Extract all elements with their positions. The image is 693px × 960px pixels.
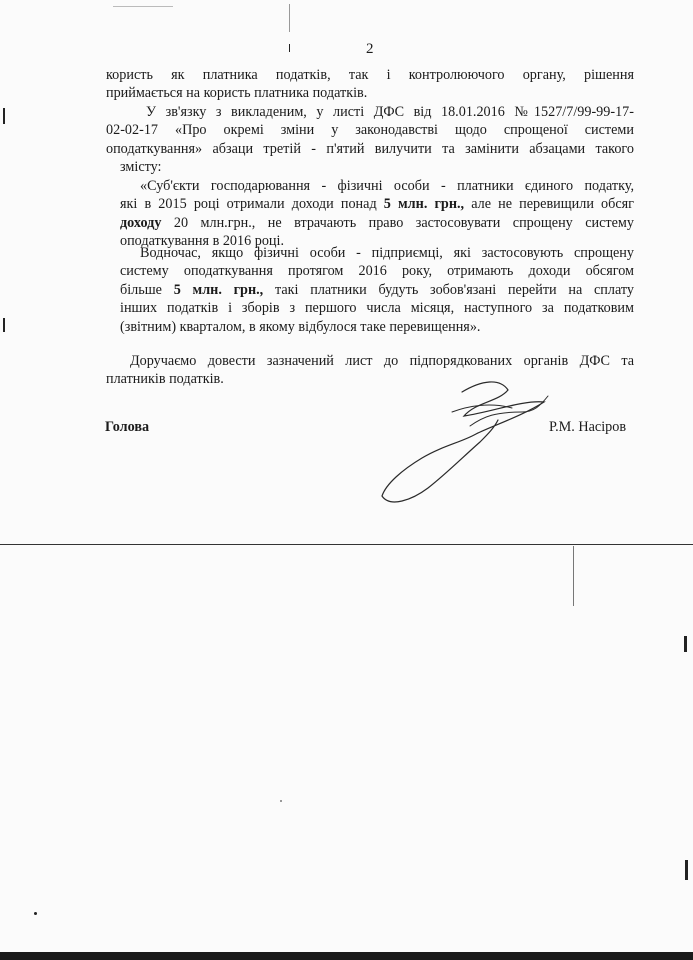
quote-1-line-2 bbox=[120, 195, 634, 213]
scan-bottom-edge bbox=[0, 952, 693, 960]
quote-1-income-bold: доходу bbox=[120, 214, 162, 231]
quote-1-line-2-text-b: але не перевищили обсяг bbox=[464, 196, 635, 213]
quote-1-line-4: оподаткування в 2016 році. bbox=[120, 233, 285, 250]
paragraph-1 bbox=[106, 66, 634, 103]
quote-1-amount-bold: 5 млн. грн., bbox=[383, 196, 465, 213]
paragraph-3-line-1: Доручаємо довести зазначений лист до підпорядкованих органів ДФС та bbox=[130, 353, 634, 369]
page-number: 2 bbox=[366, 41, 374, 57]
quote-1-line-2-text-a: які в 2015 році отримали доходи понад bbox=[120, 196, 384, 213]
quote-2-line-3-text-a: більше bbox=[120, 281, 174, 298]
quote-2-line-3 bbox=[120, 281, 634, 299]
scan-mark bbox=[113, 6, 173, 7]
scan-mark bbox=[3, 108, 5, 124]
scan-mark bbox=[3, 318, 5, 332]
quote-1-line-3-text: 20 млн.грн., не втрачають право застосовувати спрощену систему bbox=[161, 214, 634, 231]
signatory-title: Голова bbox=[105, 419, 150, 435]
quote-2-line-1: Водночас, якщо фізичні особи - підприємці, які застосовують спрощену bbox=[140, 245, 634, 261]
paragraph-2-line-3: оподаткування» абзаци третій - п'ятий вилучити та замінити абзацами такого bbox=[106, 140, 634, 157]
scan-mark bbox=[289, 4, 290, 32]
quote-paragraph-1 bbox=[120, 177, 634, 251]
paragraph-1-line-2: приймається на користь платника податків. bbox=[106, 85, 368, 102]
paragraph-3-line-2: платників податків. bbox=[106, 371, 224, 388]
quote-2-line-2: систему оподаткування протягом 2016 року, отримають доходи обсягом bbox=[120, 263, 634, 280]
scan-mark bbox=[685, 860, 688, 880]
quote-paragraph-2 bbox=[120, 244, 634, 336]
paragraph-2-line-4: змісту: bbox=[120, 159, 162, 176]
scan-mark bbox=[573, 546, 574, 606]
quote-1-line-3 bbox=[120, 214, 634, 232]
quote-2-line-5: (звітним) кварталом, в якому відбулося таке перевищення». bbox=[120, 318, 481, 335]
paragraph-1-line-1: користь як платника податків, так і контролюючого органу, рішення bbox=[106, 67, 634, 83]
paragraph-2-line-1: У зв'язку з викладеним, у листі ДФС від 18.01.2016 №1527/7/99-99-17- bbox=[146, 104, 634, 120]
scan-divider-line bbox=[0, 544, 693, 545]
quote-2-line-4: інших податків і зборів з першого числа місяця, наступного за податковим bbox=[120, 300, 634, 317]
quote-1-line-1: «Суб'єкти господарювання - фізичні особи - платники єдиного податку, bbox=[140, 178, 634, 194]
paragraph-2 bbox=[106, 103, 634, 177]
scan-mark bbox=[280, 800, 282, 802]
quote-2-line-3-text-b: такі платники будуть зобов'язані перейти на сплату bbox=[263, 281, 635, 298]
scan-mark bbox=[289, 44, 290, 52]
scan-mark bbox=[684, 636, 687, 652]
paragraph-2-line-2: 02-02-17 «Про окремі зміни у законодавстві щодо спрощеної системи bbox=[106, 122, 634, 139]
quote-2-amount-bold: 5 млн. грн., bbox=[173, 281, 264, 298]
signatory-name: Р.М. Насіров bbox=[549, 419, 627, 435]
handwritten-signature bbox=[372, 372, 562, 514]
scan-mark bbox=[34, 912, 37, 915]
